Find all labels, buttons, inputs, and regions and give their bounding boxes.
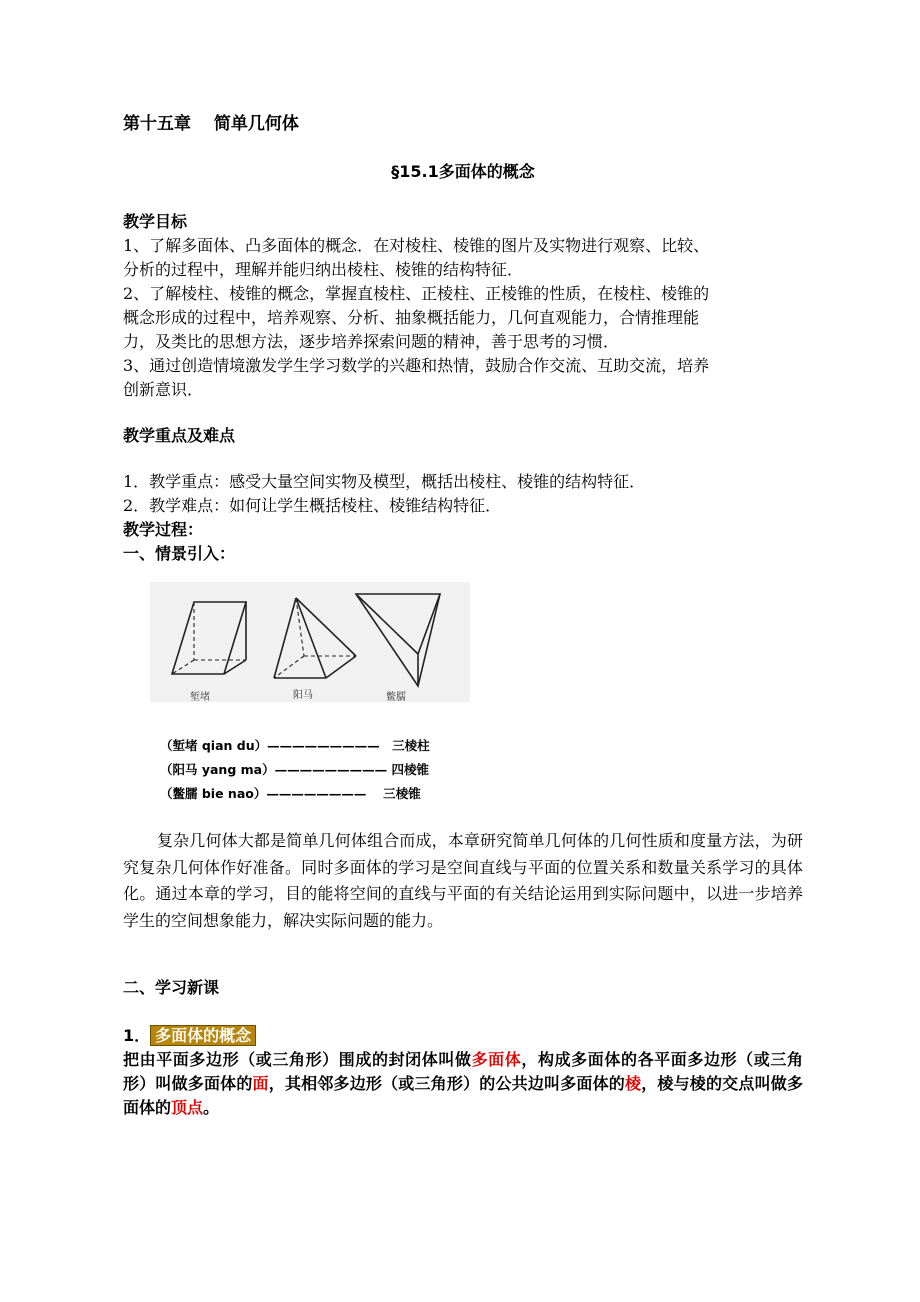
term-polyhedron: 多面体 xyxy=(471,1050,522,1069)
section-title: §15.1多面体的概念 xyxy=(391,162,535,181)
caption-line: （鳖臑 bie nao）———————— 三棱锥 xyxy=(160,786,421,801)
key-points-heading: 教学重点及难点 xyxy=(123,426,236,445)
figure-label-yangma: 阳马 xyxy=(293,690,313,701)
term-edge: 棱 xyxy=(625,1074,642,1093)
objectives-line: 创新意识． xyxy=(123,380,204,399)
solids-figure xyxy=(150,582,470,702)
caption-line: （阳马 yang ma）————————— 四棱锥 xyxy=(160,762,429,777)
definition-text: ，其相邻多边形（或三角形）的公共边叫多面体的 xyxy=(268,1074,626,1093)
definition-text: 。 xyxy=(203,1098,220,1117)
objectives-line: 1、了解多面体、凸多面体的概念．在对棱柱、棱锥的图片及实物进行观察、比较、 xyxy=(123,236,710,255)
definition-text: ，棱与棱的交点叫做多面体的 xyxy=(123,1074,803,1117)
figure-label-bienao: 鳖臑 xyxy=(386,692,406,703)
objectives-line: 3、通过创造情境激发学生学习数学的兴趣和热情，鼓励合作交流、互助交流，培养 xyxy=(123,356,710,375)
tetrahedron-drawing xyxy=(356,594,440,686)
objectives-heading: 教学目标 xyxy=(123,212,188,231)
objectives-line: 力，及类比的思想方法，逐步培养探索问题的精神，善于思考的习惯． xyxy=(123,332,620,351)
caption-line: （堑堵 qian du）————————— 三棱柱 xyxy=(160,738,430,753)
concept-title: 多面体的概念 xyxy=(150,1025,256,1046)
definition-text: 把由平面多边形（或三角形）围成的封闭体叫做 xyxy=(123,1050,472,1069)
concept-heading xyxy=(123,1024,803,1048)
solids-illustration xyxy=(150,582,470,702)
key-point-line: 2．教学难点：如何让学生概括棱柱、棱锥结构特征． xyxy=(123,496,502,515)
objectives-line: 分析的过程中，理解并能归纳出棱柱、棱锥的结构特征． xyxy=(123,260,524,279)
process-heading: 教学过程： xyxy=(123,520,204,539)
new-lesson-heading: 二、学习新课 xyxy=(123,978,220,997)
figure-label-qiandu: 堑堵 xyxy=(190,692,210,703)
chapter-title: 第十五章 简单几何体 xyxy=(123,114,299,134)
definition-text: ，构成多面体的各平面多边形（或三角形）叫做多面体的 xyxy=(123,1050,803,1093)
objectives-line: 概念形成的过程中，培养观察、分析、抽象概括能力，几何直观能力，合情推理能 xyxy=(123,308,700,327)
objectives-line: 2、了解棱柱、棱锥的概念，掌握直棱柱、正棱柱、正棱锥的性质，在棱柱、棱锥的 xyxy=(123,284,710,303)
key-point-line: 1．教学重点：感受大量空间实物及模型，概括出棱柱、棱锥的结构特征． xyxy=(123,472,646,491)
concept-number: 1． xyxy=(123,1026,151,1045)
intro-heading: 一、情景引入： xyxy=(123,544,236,563)
term-vertex: 顶点 xyxy=(171,1098,204,1117)
concept-definition xyxy=(123,1048,803,1120)
pyramid-drawing xyxy=(274,598,356,678)
term-face: 面 xyxy=(252,1074,269,1093)
prism-drawing xyxy=(172,602,246,674)
intro-paragraph: 复杂几何体大都是简单几何体组合而成，本章研究简单几何体的几何性质和度量方法，为研究复杂几何体作好准备。同时多面体的学习是空间直线与平面的位置关系和数量关系学习的具体化。通过本章的学习，目的能将空间的直线与平面的有关结论运用到实际问题中，以进一步培养学生的空间想象能力，解决实际问题的能力。 xyxy=(123,831,803,930)
